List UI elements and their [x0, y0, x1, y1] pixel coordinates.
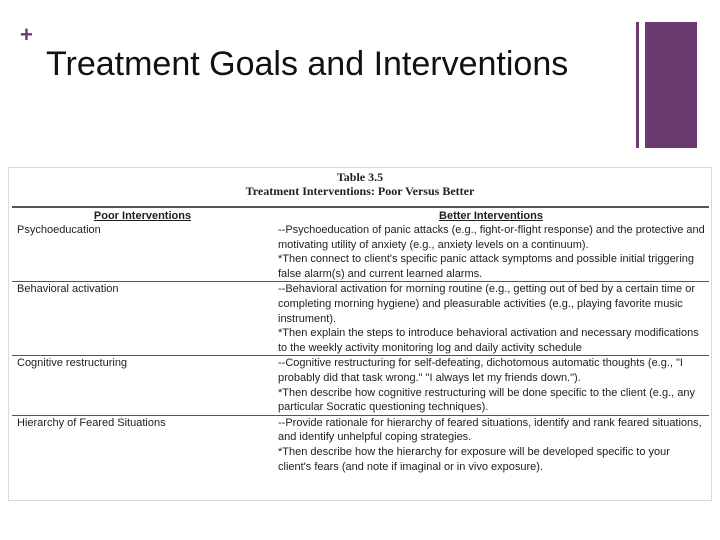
slide-title: Treatment Goals and Interventions — [46, 45, 569, 83]
better-intervention-followup: *Then explain the steps to introduce behavioral activation and necessary modifications to the weekly activity monitoring log and daily activity schedule — [278, 327, 699, 354]
table-row — [12, 356, 709, 415]
better-intervention-text: --Behavioral activation for morning routine (e.g., getting out of bed by a certain time or completing morning hygiene) and pleasurable activities (e.g., playing favorite music instrument). — [278, 283, 695, 325]
table-figure — [8, 167, 712, 501]
better-intervention-cell — [273, 282, 709, 356]
poor-intervention-cell: Cognitive restructuring — [12, 356, 273, 415]
better-intervention-text: --Psychoeducation of panic attacks (e.g., fight-or-flight response) and the protective and motivating utility of anxiety (e.g., anxiety levels on a continuum). — [278, 224, 705, 251]
table-caption-title: Treatment Interventions: Poor Versus Better — [245, 184, 475, 198]
table-caption-label: Table 3.5 — [336, 170, 384, 184]
accent-bar-thick — [645, 22, 697, 148]
table-header-row — [12, 208, 709, 223]
poor-intervention-cell: Behavioral activation — [12, 282, 273, 356]
better-intervention-text: --Cognitive restructuring for self-defeating, dichotomous automatic thoughts (e.g., "I probably did that task wrong." "I always let my friends down."). — [278, 357, 683, 384]
table-row — [12, 415, 709, 474]
better-intervention-cell — [273, 223, 709, 282]
better-intervention-cell — [273, 415, 709, 474]
header-better-interventions: Better Interventions — [439, 210, 543, 222]
better-intervention-cell — [273, 356, 709, 415]
header-poor-interventions: Poor Interventions — [93, 210, 192, 222]
accent-bar-thin — [636, 22, 639, 148]
better-intervention-text: --Provide rationale for hierarchy of feared situations, identify and rank feared situations, and identify unhelpful coping strategies. — [278, 416, 702, 444]
poor-intervention-cell: Psychoeducation — [12, 223, 273, 282]
plus-icon: + — [20, 22, 33, 47]
better-intervention-followup: *Then describe how the hierarchy for exposure will be developed specific to your client's fears (and note if imaginal or in vivo exposure). — [278, 445, 670, 473]
better-intervention-followup: *Then describe how cognitive restructuring will be done specific to the client (e.g., any particular Socratic questioning techniques). — [278, 386, 695, 414]
better-intervention-followup: *Then connect to client's specific panic attack symptoms and possible initial triggering false alarm(s) and current learned alarms. — [278, 253, 695, 280]
table-row — [12, 223, 709, 282]
table-wrapper — [12, 206, 709, 474]
poor-intervention-cell: Hierarchy of Feared Situations — [17, 416, 166, 429]
table-row — [12, 282, 709, 356]
interventions-table — [12, 208, 709, 474]
